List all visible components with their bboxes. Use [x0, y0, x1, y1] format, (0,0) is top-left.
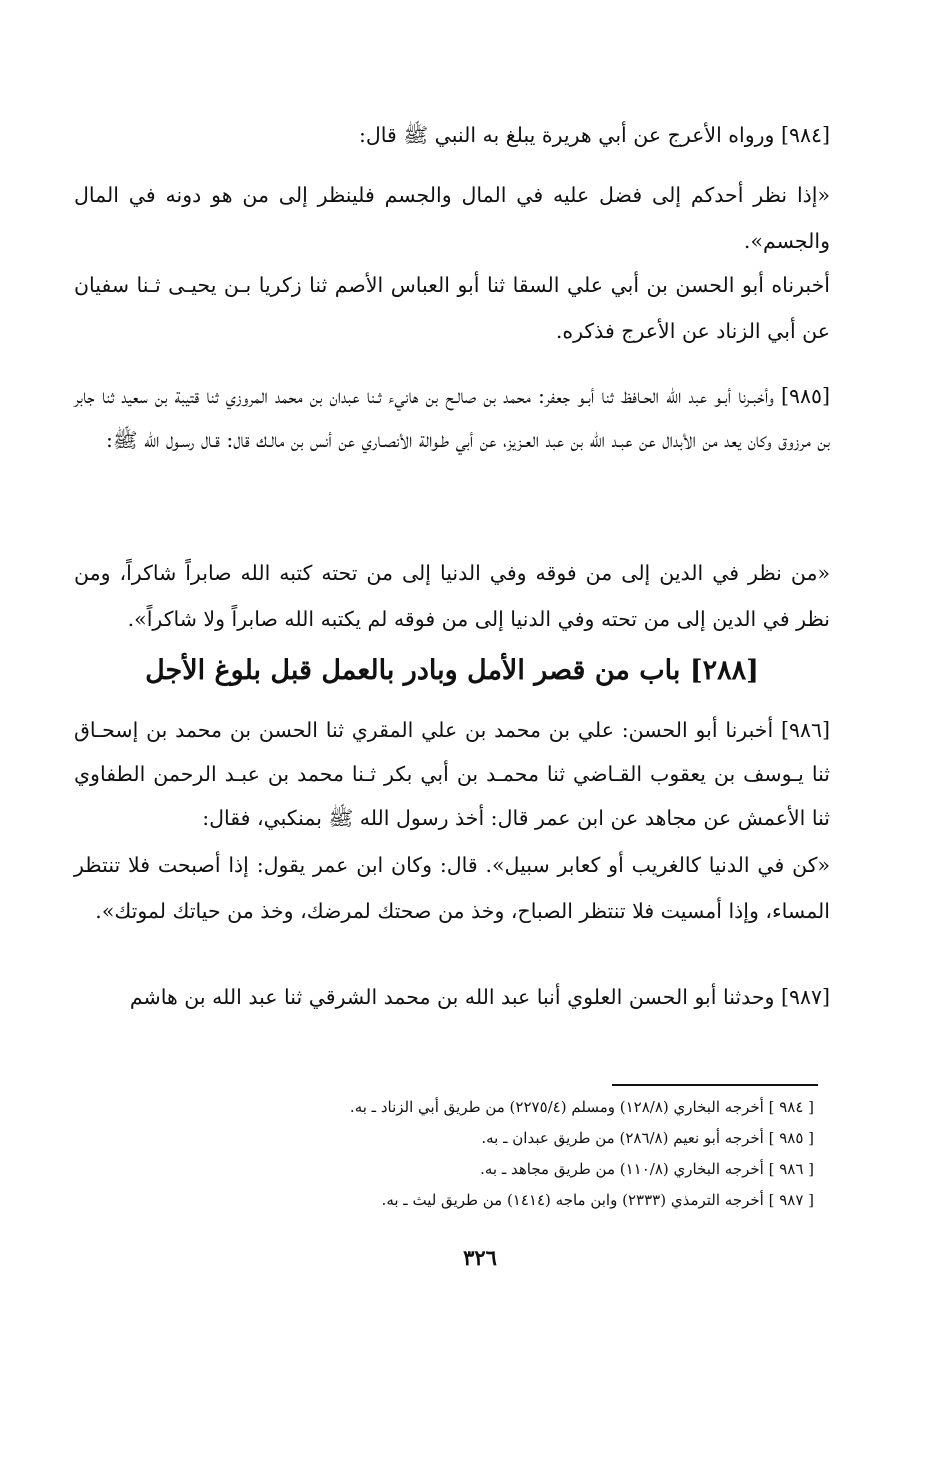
hadith-984-text: «إذا نظر أحدكم إلى فضل عليه في المال والجسم فلينظر إلى من هو دونه في المال والجسم».: [74, 183, 830, 253]
hadith-985-chain: [٩٨٥] وأخبـرنا أبـو عبد الله الحـافظ ثنا أبـو جعفر: محمد بن صالـح بن هانيء ثـنا عبدان بن محمد المروزي ثنا قتيبة بن سعيد ثنا جابر بن مرزوق وكان يعد من الأبدال عن عبـد الله بن عبد العـزيز، عن أبي طـوالة الأنصـاري عن أنس بن مالـك قال: قـال رسـول الله ﷺ:: [74, 384, 830, 452]
chapter-heading: [٢٨٨] باب من قصر الأمل وبادر بالعمل قبل بلوغ الأجل: [145, 655, 759, 686]
hadith-985-text: «من نظر في الدين إلى من فوقه وفي الدنيا إلى من تحته كتبه الله صابراً شاكراً، ومن نظر في الدين إلى من تحته وفي الدنيا إلى من فوقه لم يكتبه الله صابراً ولا شاكراً».: [74, 561, 830, 631]
hadith-984-chain: أخبرناه أبو الحسن بن أبي علي السقا ثنا أبو العباس الأصم ثنا زكريا بـن يحيـى ثـنا سفيان عن أبي الزناد عن الأعرج فذكره.: [74, 273, 830, 343]
footnote-985: [ ٩٨٥ ] أخرجه أبو نعيم (٢٨٦/٨) من طريق عبدان ـ به.: [481, 1129, 814, 1147]
hadith-984-intro: [٩٨٤] ورواه الأعرج عن أبي هريرة يبلغ به النبي ﷺ قال:: [358, 123, 830, 147]
footnote-divider: [612, 1084, 818, 1086]
footnote-987: [ ٩٨٧ ] أخرجه الترمذي (٢٣٣٣) وابن ماجه (١٤١٤) من طريق ليث ـ به.: [381, 1191, 814, 1209]
page-number: ٣٢٦: [463, 1245, 497, 1270]
footnote-986: [ ٩٨٦ ] أخرجه البخاري (١١٠/٨) من طريق مجاهد ـ به.: [480, 1160, 814, 1178]
hadith-987-chain: [٩٨٧] وحدثنا أبو الحسن العلوي أنبا عبد الله بن محمد الشرقي ثنا عبد الله بن هاشم: [129, 985, 830, 1009]
hadith-986-text: «كن في الدنيا كالغريب أو كعابر سبيل». قال: وكان ابن عمر يقول: إذا أصبحت فلا تنتظر المساء، وإذا أمسيت فلا تنتظر الصباح، وخذ من صحتك لمرضك، وخذ من حياتك لموتك».: [74, 853, 830, 923]
hadith-986-chain: [٩٨٦] أخبرنا أبو الحسن: علي بن محمد بن علي المقري ثنا الحسن بن محمد بن إسحـاق ثنا يـوسف بن يعقوب القـاضي ثنا محمـد بن أبي بكر ثـنا محمد بن عبـد الرحمن الطفاوي ثنا الأعمش عن مجاهد عن ابن عمر قال: أخذ رسول الله ﷺ بمنكبي، فقال:: [74, 718, 830, 830]
footnote-984: [ ٩٨٤ ] أخرجه البخاري (١٢٨/٨) ومسلم (٢٢٧٥/٤) من طريق أبي الزناد ـ به.: [349, 1098, 814, 1116]
